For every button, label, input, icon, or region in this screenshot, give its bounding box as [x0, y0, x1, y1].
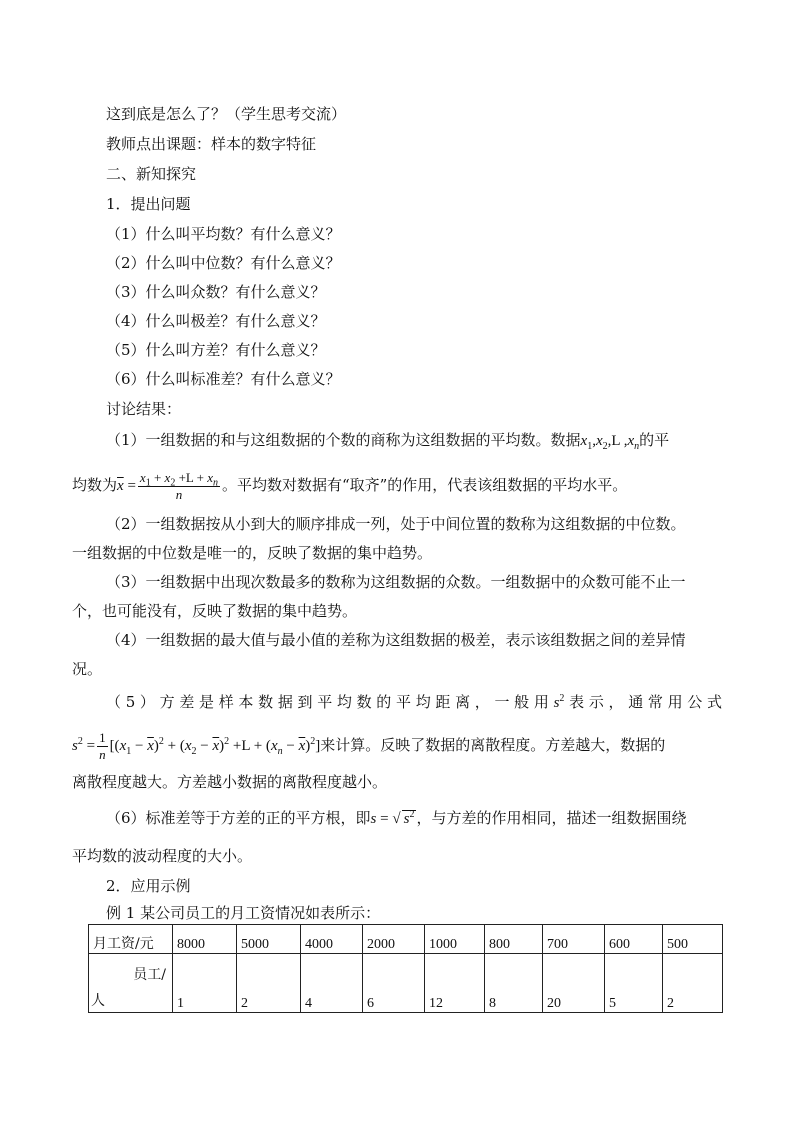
question-1: （1）什么叫平均数？有什么意义？: [106, 225, 341, 243]
question-2: （2）什么叫中位数？有什么意义？: [106, 254, 341, 272]
salary-table: [88, 924, 723, 1013]
table-row-employees: [89, 954, 723, 1013]
employee-count-cell: 20: [543, 954, 605, 1013]
salary-cell: 700: [543, 925, 605, 954]
employee-count-cell: 5: [605, 954, 663, 1013]
salary-cell: 5000: [237, 925, 301, 954]
employee-count-cell: 6: [363, 954, 425, 1013]
employee-count-cell: 4: [301, 954, 363, 1013]
salary-cell: 4000: [301, 925, 363, 954]
answer-1-line-2: 均数为$\overline{x}$ = $\frac{x_1 + x_2 +L + x_n}{n}$ 。平均数对数据有“取齐”的作用，代表该组数据的平均水平。: [72, 470, 628, 502]
answer-5-line-3: 离散程度越大。方差越小数据的离散程度越小。: [72, 773, 388, 791]
answer-4-line-1: （4）一组数据的最大值与最小值的差称为这组数据的极差，表示该组数据之间的差异情: [106, 631, 686, 649]
intro-line-2: 教师点出课题：样本的数字特征: [106, 135, 317, 153]
answer-4-line-2: 况。: [72, 660, 103, 678]
employee-count-cell: 2: [237, 954, 301, 1013]
salary-cell: 2000: [363, 925, 425, 954]
part2-heading: 2．应用示例: [106, 877, 191, 895]
section-heading-new-knowledge: 二、新知探究: [106, 165, 197, 183]
discussion-results-label: 讨论结果：: [106, 400, 182, 418]
standard-deviation-formula: s = √ $s^2$: [370, 809, 415, 827]
answer-3-line-2: 个，也可能没有，反映了数据的集中趋势。: [72, 602, 358, 620]
salary-cell: 800: [485, 925, 543, 954]
answer-6-line-1: （6）标准差等于方差的正的平方根，即s = √ $s^2$ ，与方差的作用相同，描述一组数据围绕: [106, 809, 687, 827]
salary-cell: 500: [663, 925, 723, 954]
employee-count-cell: 2: [663, 954, 723, 1013]
question-5: （5）什么叫方差？有什么意义？: [106, 341, 326, 359]
data-sequence-formula: $x_1,x_2,L$ $,x_n$: [580, 433, 640, 452]
answer-5-line-1: （5）方差是样本数据到平均数的平均距离，一般用$s^2$表示，通常用公式: [106, 693, 722, 711]
part1-heading: 1．提出问题: [106, 195, 191, 213]
variance-formula: $s^2$ = $\frac{1}{n}$ $[(x_1 - \overline{x})^2 + (x_2 - \overline{x})^2 +L + (x_n - \overline{x})^2]$: [72, 730, 321, 762]
table-row-salary: [89, 925, 723, 954]
row-header-employees: 员工/ 人: [89, 954, 173, 1013]
answer-2-line-1: （2）一组数据按从小到大的顺序排成一列，处于中间位置的数称为这组数据的中位数。: [106, 515, 686, 533]
salary-cell: 600: [605, 925, 663, 954]
answer-1-line-1: （1）一组数据的和与这组数据的个数的商称为这组数据的平均数。数据$x_1,x_2,L$ $,x_n$的平: [106, 431, 670, 452]
answer-5-line-2: $s^2$ = $\frac{1}{n}$ $[(x_1 - \overline{x})^2 + (x_2 - \overline{x})^2 +L + (x_n - \overline{x})^2]$来计算。反映了数据的离散程度。方差越大，数据的: [72, 730, 666, 762]
variance-symbol: $s^2$: [553, 693, 565, 711]
row-header-salary: 月工资/元: [89, 925, 173, 954]
example-1-caption: 例 1 某公司员工的月工资情况如表所示：: [106, 904, 381, 922]
salary-cell: 1000: [425, 925, 485, 954]
answer-3-line-1: （3）一组数据中出现次数最多的数称为这组数据的众数。一组数据中的众数可能不止一: [106, 573, 686, 591]
question-6: （6）什么叫标准差？有什么意义？: [106, 370, 341, 388]
question-4: （4）什么叫极差？有什么意义？: [106, 312, 326, 330]
answer-2-line-2: 一组数据的中位数是唯一的，反映了数据的集中趋势。: [72, 544, 433, 562]
mean-formula: $\overline{x}$ = $\frac{x_1 + x_2 +L + x_n}{n}$: [117, 470, 218, 502]
answer-6-line-2: 平均数的波动程度的大小。: [72, 847, 253, 865]
salary-cell: 8000: [173, 925, 237, 954]
employee-count-cell: 12: [425, 954, 485, 1013]
question-3: （3）什么叫众数？有什么意义？: [106, 283, 326, 301]
intro-line-1: 这到底是怎么了？（学生思考交流）: [106, 105, 347, 123]
employee-count-cell: 8: [485, 954, 543, 1013]
employee-count-cell: 1: [173, 954, 237, 1013]
